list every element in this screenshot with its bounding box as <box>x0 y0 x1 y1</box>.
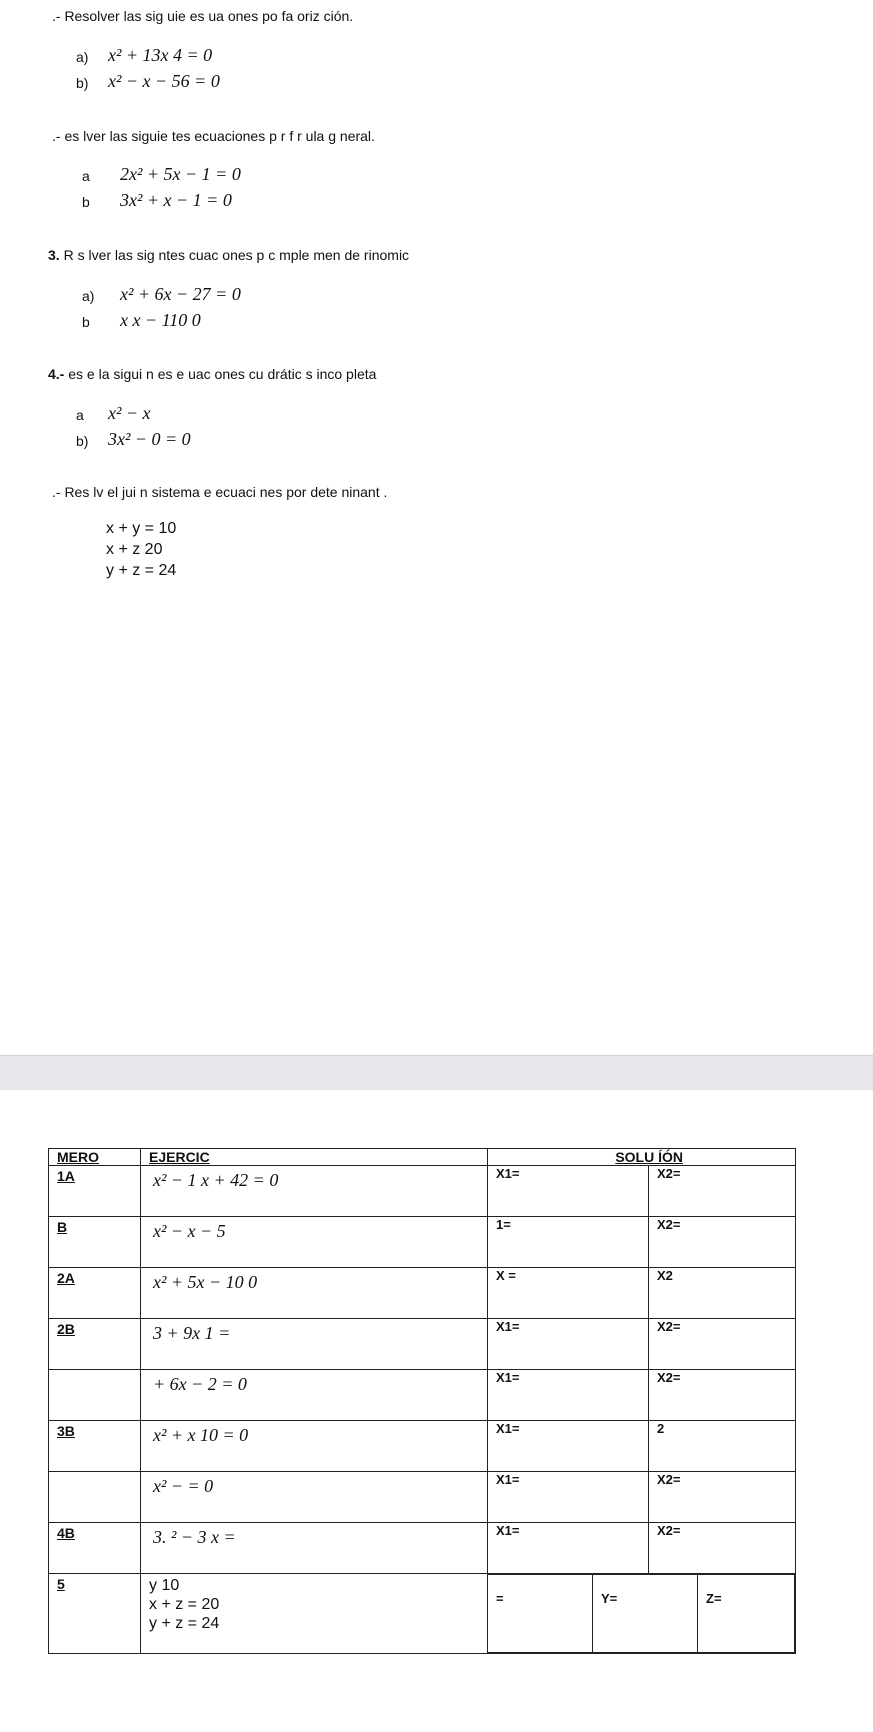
section-1-title: .- Resolver las sig uie es ua ones po fa oriz ción. <box>52 8 354 24</box>
equation: x x − 110 0 <box>120 310 201 330</box>
row-number <box>49 1472 140 1476</box>
x2-answer-cell[interactable]: X2= <box>649 1319 796 1370</box>
equation: 3x² + x − 1 = 0 <box>120 190 232 210</box>
table-row-system <box>49 1574 796 1654</box>
x1-answer-cell[interactable]: X1= <box>488 1472 649 1523</box>
equation: 3x² − 0 = 0 <box>108 429 191 449</box>
header-numero: MERO <box>49 1149 141 1166</box>
page-separator <box>0 1055 873 1091</box>
row-equation: x² + x 10 = 0 <box>153 1425 249 1445</box>
section-4-title: 4.- es e la sigui n es e uac ones cu drátic s inco pleta <box>48 366 377 382</box>
system-line: x + z 20 <box>106 541 163 558</box>
item-label: b) <box>76 75 89 91</box>
x1-answer-cell[interactable]: X1= <box>488 1523 649 1574</box>
equation: 2x² + 5x − 1 = 0 <box>120 164 241 184</box>
item-label: a <box>82 168 90 184</box>
row-number: 2A <box>57 1270 75 1286</box>
row-equation: x² + 5x − 10 0 <box>153 1272 258 1292</box>
table-header-row <box>49 1149 796 1166</box>
row-equation: 3 + 9x 1 = <box>153 1323 231 1343</box>
x2-answer-cell[interactable]: 2 <box>649 1421 796 1472</box>
x2-answer-cell[interactable]: X2= <box>649 1166 796 1217</box>
row-number <box>49 1370 140 1374</box>
x2-answer-cell[interactable]: X2= <box>649 1217 796 1268</box>
item-label: a <box>76 407 84 423</box>
x1-answer-cell[interactable]: X1= <box>488 1370 649 1421</box>
table-row <box>49 1319 796 1370</box>
z-answer-cell[interactable]: Z= <box>698 1575 795 1653</box>
x1-answer-cell[interactable]: X = <box>488 1268 649 1319</box>
item-label: a) <box>76 49 89 65</box>
row-number: 1A <box>57 1168 75 1184</box>
equation: x² + 6x − 27 = 0 <box>120 284 241 304</box>
equation: x² − x <box>108 403 151 423</box>
xyz-answer-grid <box>488 1574 795 1653</box>
row-number: 5 <box>57 1576 65 1592</box>
system-line: y + z = 24 <box>106 562 177 579</box>
y-answer-cell[interactable]: Y= <box>593 1575 698 1653</box>
row-number: 3B <box>57 1423 75 1439</box>
x2-answer-cell[interactable]: X2= <box>649 1472 796 1523</box>
row-equation: x² − x − 5 <box>153 1221 226 1241</box>
item-label: a) <box>82 288 95 304</box>
table-row <box>49 1523 796 1574</box>
system-line: x + y = 10 <box>106 520 177 537</box>
row-number: B <box>57 1219 68 1235</box>
row-equation: x² − = 0 <box>153 1476 214 1496</box>
section-5-title: .- Res lv el jui n sistema e ecuaci nes por dete ninant . <box>52 484 388 500</box>
table-row <box>49 1370 796 1421</box>
x-answer-cell[interactable]: = <box>488 1575 593 1653</box>
row-number: 4B <box>57 1525 75 1541</box>
item-label: b <box>82 194 90 210</box>
table-row <box>49 1217 796 1268</box>
row-equation: + 6x − 2 = 0 <box>153 1374 247 1394</box>
item-label: b) <box>76 433 89 449</box>
equation-system <box>106 518 176 581</box>
system-line: y + z = 24 <box>149 1615 220 1632</box>
x1-answer-cell[interactable]: 1= <box>488 1217 649 1268</box>
header-solucion: SOLU ÍÓN <box>488 1149 796 1166</box>
answer-sheet-page <box>0 1090 873 1732</box>
system-line: x + z = 20 <box>149 1596 220 1613</box>
header-ejercicio: EJERCIC <box>141 1149 488 1166</box>
row-system <box>141 1574 487 1635</box>
table-row <box>49 1166 796 1217</box>
row-number: 2B <box>57 1321 75 1337</box>
equation: x² + 13x 4 = 0 <box>108 45 213 65</box>
item-label: b <box>82 314 90 330</box>
x2-answer-cell[interactable]: X2= <box>649 1370 796 1421</box>
system-line: y 10 <box>149 1577 180 1594</box>
row-equation: 3. ² − 3 x = <box>153 1527 236 1547</box>
x2-answer-cell[interactable]: X2= <box>649 1523 796 1574</box>
x1-answer-cell[interactable]: X1= <box>488 1319 649 1370</box>
x2-answer-cell[interactable]: X2 <box>649 1268 796 1319</box>
section-2-title: .- es lver las siguie tes ecuaciones p r f r ula g neral. <box>52 128 375 144</box>
section-3-title: 3. R s lver las sig ntes cuac ones p c mple men de rinomic <box>48 247 410 263</box>
table-row <box>49 1472 796 1523</box>
x1-answer-cell[interactable]: X1= <box>488 1421 649 1472</box>
x1-answer-cell[interactable]: X1= <box>488 1166 649 1217</box>
row-equation: x² − 1 x + 42 = 0 <box>153 1170 279 1190</box>
table-row <box>49 1268 796 1319</box>
table-row <box>49 1421 796 1472</box>
solutions-table <box>48 1148 796 1654</box>
equation: x² − x − 56 = 0 <box>108 71 220 91</box>
